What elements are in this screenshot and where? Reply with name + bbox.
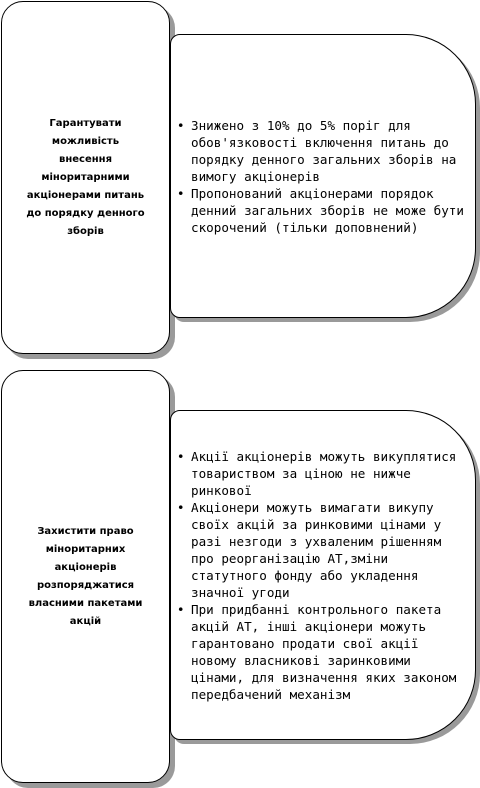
- bullet-item: • При придбанні контрольного пакета акцій АТ, інші акціонери можуть гарантовано продати свої акції новому власникові заринковими цінами, для визначення яких законом передбачений механізм: [177, 601, 467, 703]
- bullet-item: • Акціонери можуть вимагати викупу своїх акцій за ринковими цінами у разі незгоди з ухваленим рішенням про реорганізацію АТ,зміни статутного фонду або укладення значної угоди: [177, 499, 467, 601]
- block-1-bullet-list: [177, 117, 467, 236]
- bullet-item: • Пропонований акціонерами порядок денний загальних зборів не може бути скорочений (тільки доповнений): [177, 185, 467, 236]
- bullet-item: • Знижено з 10% до 5% поріг для обов'язковості включення питань до порядку денного загальних зборів на вимогу акціонерів: [177, 117, 467, 185]
- bullet-item: • Акції акціонерів можуть викуплятися товариством за ціною не нижче ринкової: [177, 448, 467, 499]
- block-2-bullet-list: [177, 448, 467, 703]
- block-1-goal-box: [1, 1, 170, 354]
- block-1-details-box: [170, 34, 476, 318]
- block-2-details-box: [170, 410, 476, 740]
- block-2-goal-label: Захистити право міноритарних акціонерів розпоряджатися власними пакетами акцій: [28, 525, 143, 627]
- block-1-goal-label: Гарантувати можливість внесення міноритарними акціонерами питань до порядку денного зборів: [26, 117, 145, 237]
- block-2-goal-box: [1, 370, 170, 783]
